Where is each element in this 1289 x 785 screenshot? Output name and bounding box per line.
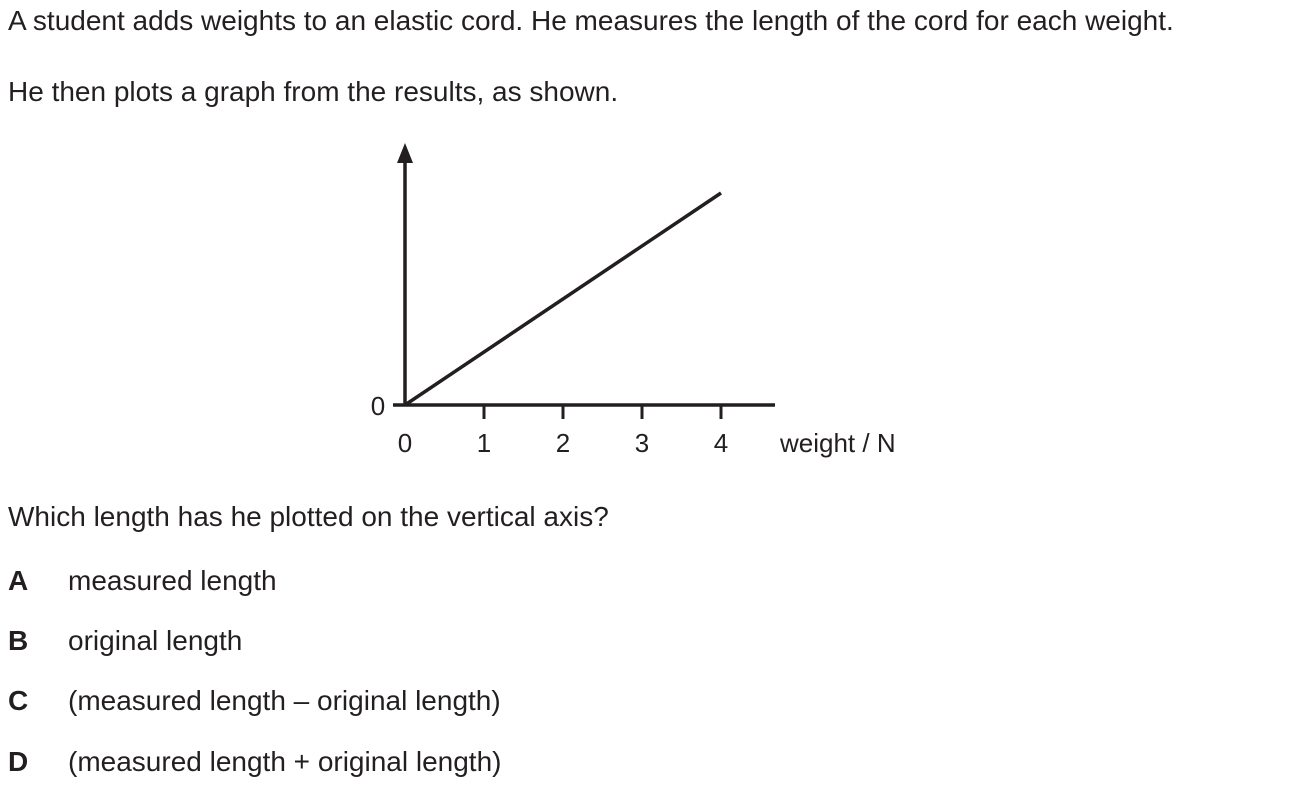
x-tick-label-0: 0 bbox=[397, 428, 413, 458]
x-tick-label-2: 2 bbox=[555, 428, 571, 458]
x-tick-labels bbox=[398, 428, 728, 458]
series bbox=[405, 193, 721, 405]
x-ticks bbox=[393, 405, 721, 419]
x-tick-label-4: 4 bbox=[713, 428, 729, 458]
x-tick-label-1: 1 bbox=[476, 428, 492, 458]
intro-line-1: A student adds weights to an elastic cord. He measures the length of the cord for each weight. bbox=[8, 5, 1174, 36]
option-letter: A bbox=[8, 565, 29, 596]
x-tick-label-3: 3 bbox=[634, 428, 650, 458]
intro-line-2: He then plots a graph from the results, as shown. bbox=[8, 76, 619, 107]
x-axis-label: weight / N bbox=[780, 428, 896, 458]
option-text: original length bbox=[68, 625, 243, 656]
option-letter: C bbox=[8, 685, 29, 716]
series-line-0 bbox=[405, 193, 721, 405]
option-text: (measured length – original length) bbox=[68, 685, 501, 716]
option-text: measured length bbox=[68, 565, 277, 596]
option-letter: D bbox=[8, 746, 29, 777]
option-letter: B bbox=[8, 625, 29, 656]
y-axis-arrow bbox=[397, 143, 413, 163]
y-tick-label-0: 0 bbox=[370, 391, 386, 421]
question-text: Which length has he plotted on the vertical axis? bbox=[8, 501, 609, 532]
option-text: (measured length + original length) bbox=[68, 746, 502, 777]
